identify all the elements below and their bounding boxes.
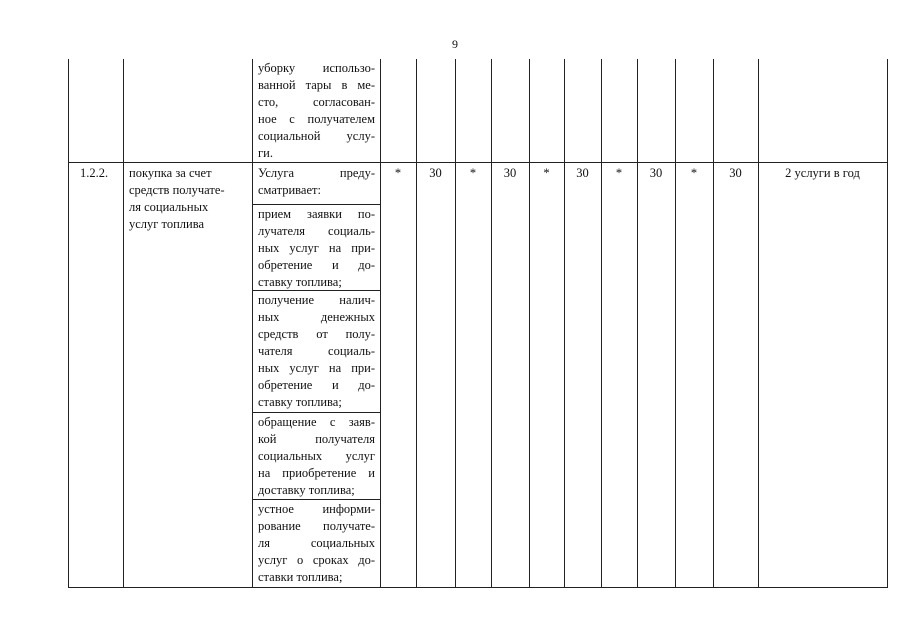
service-item: получение налич- ных денежных средств от полу- чателя социаль- ных услуг на при- обретение и до- ставку топлива; [258,293,375,409]
table-divider [416,59,417,587]
value-cell: 30 [576,166,589,180]
frequency-cell: 2 услуги в год [785,166,860,180]
value-cell: * [469,166,477,180]
table-divider [123,59,124,587]
table-divider [601,59,602,587]
table-border-left [68,59,69,587]
value-cell: * [394,166,402,180]
table-divider [713,59,714,587]
table-divider [455,59,456,587]
subcell-divider [252,204,380,205]
value-cell: 30 [429,166,442,180]
table-border-bottom [68,587,888,588]
table-divider [529,59,530,587]
service-name: покупка за счет средств получате- ля социальных услуг топлива [129,166,225,231]
value-cell: * [615,166,623,180]
service-item: обращение с заяв- кой получателя социальных услуг на приобретение и доставку топлива; [258,415,375,497]
value-cell: 30 [729,166,742,180]
service-item: устное информи- рование получате- ля социальных услуг о сроках до- ставки топлива; [258,502,375,584]
table-divider [758,59,759,587]
row-number: 1.2.2. [80,166,109,180]
table-divider [675,59,676,587]
subcell-divider [252,499,380,500]
table-divider [252,59,253,587]
value-cell: * [543,166,550,180]
table-divider [637,59,638,587]
value-cell: 30 [649,166,663,180]
table-border-right [887,59,888,587]
service-intro: Услуга преду- сматривает: [258,166,375,197]
table-divider [564,59,565,587]
service-item: прием заявки по- лучателя социаль- ных услуг на при- обретение и до- ставку топлива; [258,207,375,289]
subcell-divider [252,412,380,413]
table-divider [491,59,492,587]
page-number: 9 [452,37,458,51]
value-cell: * [690,166,698,180]
row-divider [68,162,888,163]
continued-description: уборку использо- ванной тары в ме- сто, согласован- ное с получателем социальной услу- ги. [258,61,375,160]
table-divider [380,59,381,587]
value-cell: 30 [503,166,517,180]
